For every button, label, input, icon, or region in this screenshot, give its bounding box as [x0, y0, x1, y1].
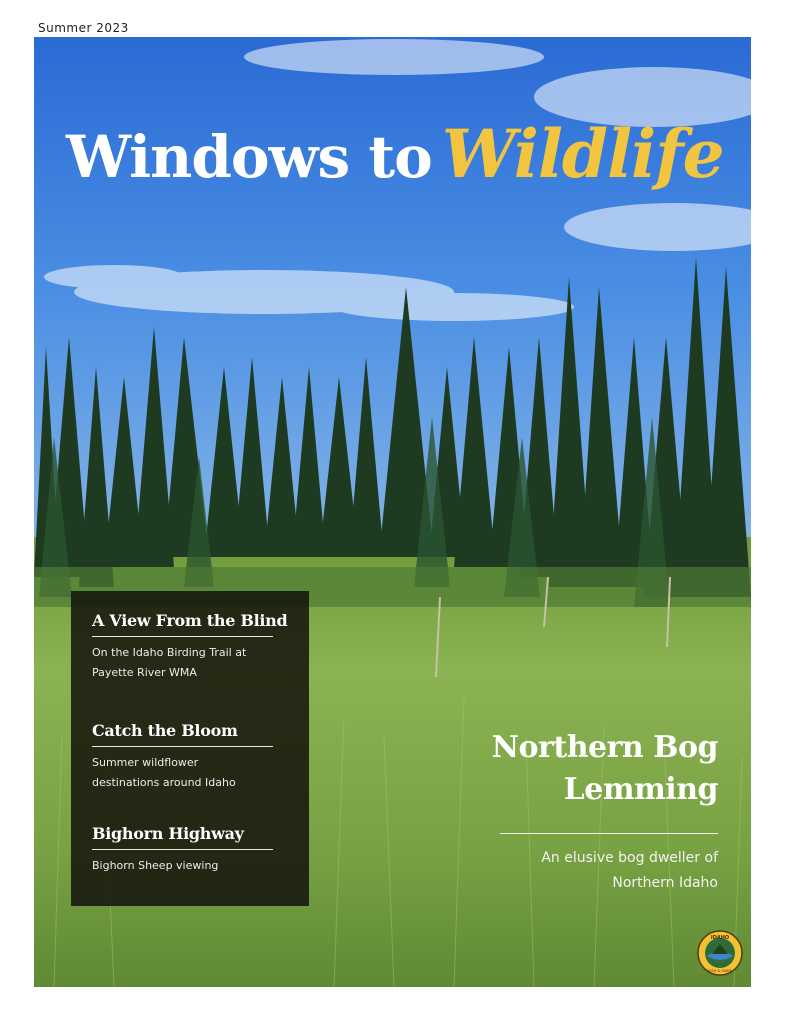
sidebar-item-text-line: destinations around Idaho	[92, 776, 236, 789]
sidebar-item-bighorn-highway[interactable]	[92, 824, 273, 876]
feature-subtitle-line: An elusive bog dweller of	[541, 850, 718, 866]
sidebar-item-heading: A View From the Blind	[92, 611, 273, 637]
feature-title-line: Northern Bog	[491, 730, 718, 765]
sidebar-item-text	[92, 753, 273, 793]
masthead-title-part1: Windows to	[66, 123, 432, 191]
feature-subtitle-line: Northern Idaho	[612, 875, 718, 891]
feature-divider	[500, 833, 718, 834]
svg-text:FISH & GAME: FISH & GAME	[708, 969, 732, 973]
feature-story[interactable]	[464, 727, 718, 896]
sidebar-item-heading: Catch the Bloom	[92, 721, 273, 747]
cover-photo	[34, 37, 751, 987]
feature-subtitle	[464, 846, 718, 896]
sidebar-item-text-line: On the Idaho Birding Trail at	[92, 646, 247, 659]
sidebar-item-text-line: Payette River WMA	[92, 666, 197, 679]
masthead-title	[66, 115, 724, 193]
sidebar-item-view-from-blind[interactable]	[92, 611, 288, 683]
idaho-fish-and-game-seal-icon	[697, 930, 743, 976]
sidebar-item-text-line: Summer wildflower	[92, 756, 199, 769]
sidebar-item-text-line: Bighorn Sheep viewing	[92, 859, 219, 872]
issue-date: Summer 2023	[38, 21, 129, 35]
feature-title-line: Lemming	[563, 772, 718, 807]
masthead-title-part2: Wildlife	[441, 115, 724, 193]
contents-sidebar	[71, 591, 309, 906]
sidebar-item-catch-the-bloom[interactable]	[92, 721, 273, 793]
sidebar-item-text	[92, 643, 273, 683]
sidebar-item-text	[92, 856, 273, 876]
feature-title	[464, 727, 718, 811]
svg-text:IDAHO: IDAHO	[710, 935, 730, 941]
sidebar-item-heading: Bighorn Highway	[92, 824, 273, 850]
